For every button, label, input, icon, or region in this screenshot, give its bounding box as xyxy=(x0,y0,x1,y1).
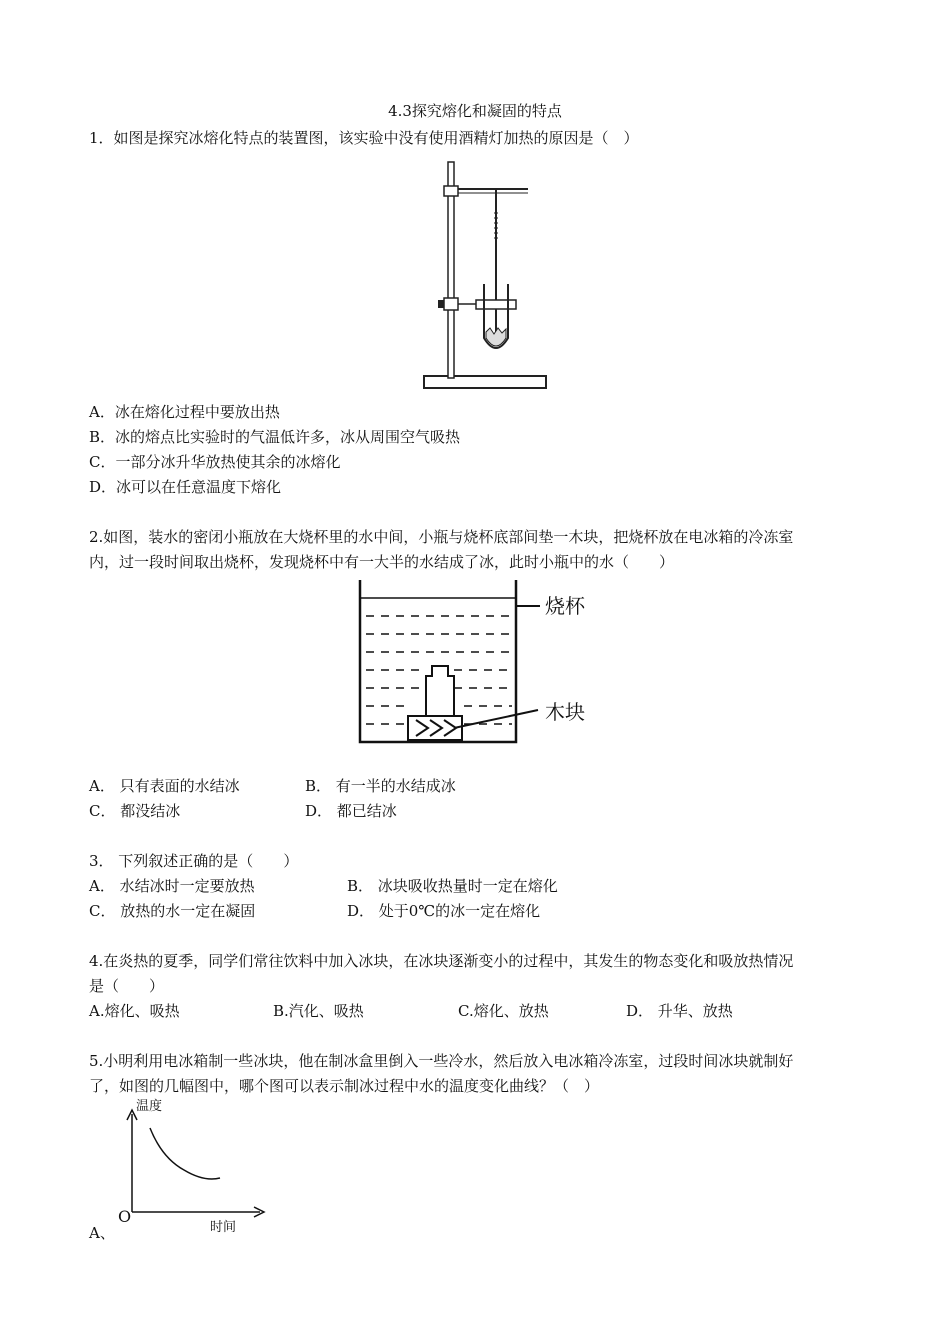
q5-stem-line2: 了，如图的几幅图中，哪个图可以表示制冰过程中水的温度变化曲线？（ ） xyxy=(89,1077,600,1095)
page-title: 4.3探究熔化和凝固的特点 xyxy=(388,102,562,120)
q2-option-d: D． 都已结冰 xyxy=(305,802,397,820)
q1-stem: 1．如图是探究冰熔化特点的装置图，该实验中没有使用酒精灯加热的原因是（ ） xyxy=(89,129,639,147)
q4-stem-line1: 4.在炎热的夏季，同学们常往饮料中加入冰块，在冰块逐渐变小的过程中，其发生的物态变化和吸放热情况 xyxy=(89,952,794,970)
q2-stem-line1: 2.如图，装水的密闭小瓶放在大烧杯里的水中间，小瓶与烧杯底部间垫一木块，把烧杯放在电冰箱的冷冻室 xyxy=(89,528,794,546)
lower-clamp xyxy=(444,298,458,310)
q1-option-c: C．一部分冰升华放热使其余的冰熔化 xyxy=(89,453,341,471)
q4-option-c: C.熔化、放热 xyxy=(458,1002,549,1020)
q1-option-b: B．冰的熔点比实验时的气温低许多，冰从周围空气吸热 xyxy=(89,428,461,446)
graph-y-label: 温度 xyxy=(136,1099,163,1114)
graph-x-label: 时间 xyxy=(210,1220,237,1235)
q2-option-a: A． 只有表面的水结冰 xyxy=(89,777,240,795)
q3-option-d: D． 处于0℃的冰一定在熔化 xyxy=(347,902,541,920)
q5-stem-line1: 5.小明利用电冰箱制一些冰块，他在制冰盒里倒入一些冷水，然后放入电冰箱冷冻室，过段时间冰块就制好 xyxy=(89,1052,794,1070)
q3-option-c: C． 放热的水一定在凝固 xyxy=(89,902,256,920)
wood-block xyxy=(408,716,462,740)
small-bottle xyxy=(426,666,454,716)
q1-option-d: D．冰可以在任意温度下熔化 xyxy=(89,478,282,496)
q5-graph-a xyxy=(110,1104,280,1224)
label-beaker: 烧杯 xyxy=(545,594,585,618)
q4-option-d: D． 升华、放热 xyxy=(626,1002,733,1020)
q4-stem-line2: 是（ ） xyxy=(89,977,165,995)
q2-stem-line2: 内，过一段时间取出烧杯，发现烧杯中有一大半的水结成了冰，此时小瓶中的水（ ） xyxy=(89,553,675,571)
q1-apparatus-figure xyxy=(420,152,550,392)
q3-option-a: A． 水结冰时一定要放热 xyxy=(89,877,255,895)
graph-origin-label: O xyxy=(118,1207,132,1226)
label-wood-block: 木块 xyxy=(545,700,585,724)
q4-option-a: A.熔化、吸热 xyxy=(89,1002,180,1020)
q5-option-a-label: A、 xyxy=(89,1224,115,1242)
top-clamp xyxy=(444,186,458,196)
q1-option-a: A．冰在熔化过程中要放出热 xyxy=(89,403,280,421)
q2-option-b: B． 有一半的水结成冰 xyxy=(305,777,456,795)
q3-stem: 3． 下列叙述正确的是（ ） xyxy=(89,852,299,870)
stand-base xyxy=(424,376,546,388)
q4-option-b: B.汽化、吸热 xyxy=(273,1002,364,1020)
q3-option-b: B． 冰块吸收热量时一定在熔化 xyxy=(347,877,558,895)
temperature-curve xyxy=(150,1128,220,1179)
q2-option-c: C． 都没结冰 xyxy=(89,802,181,820)
